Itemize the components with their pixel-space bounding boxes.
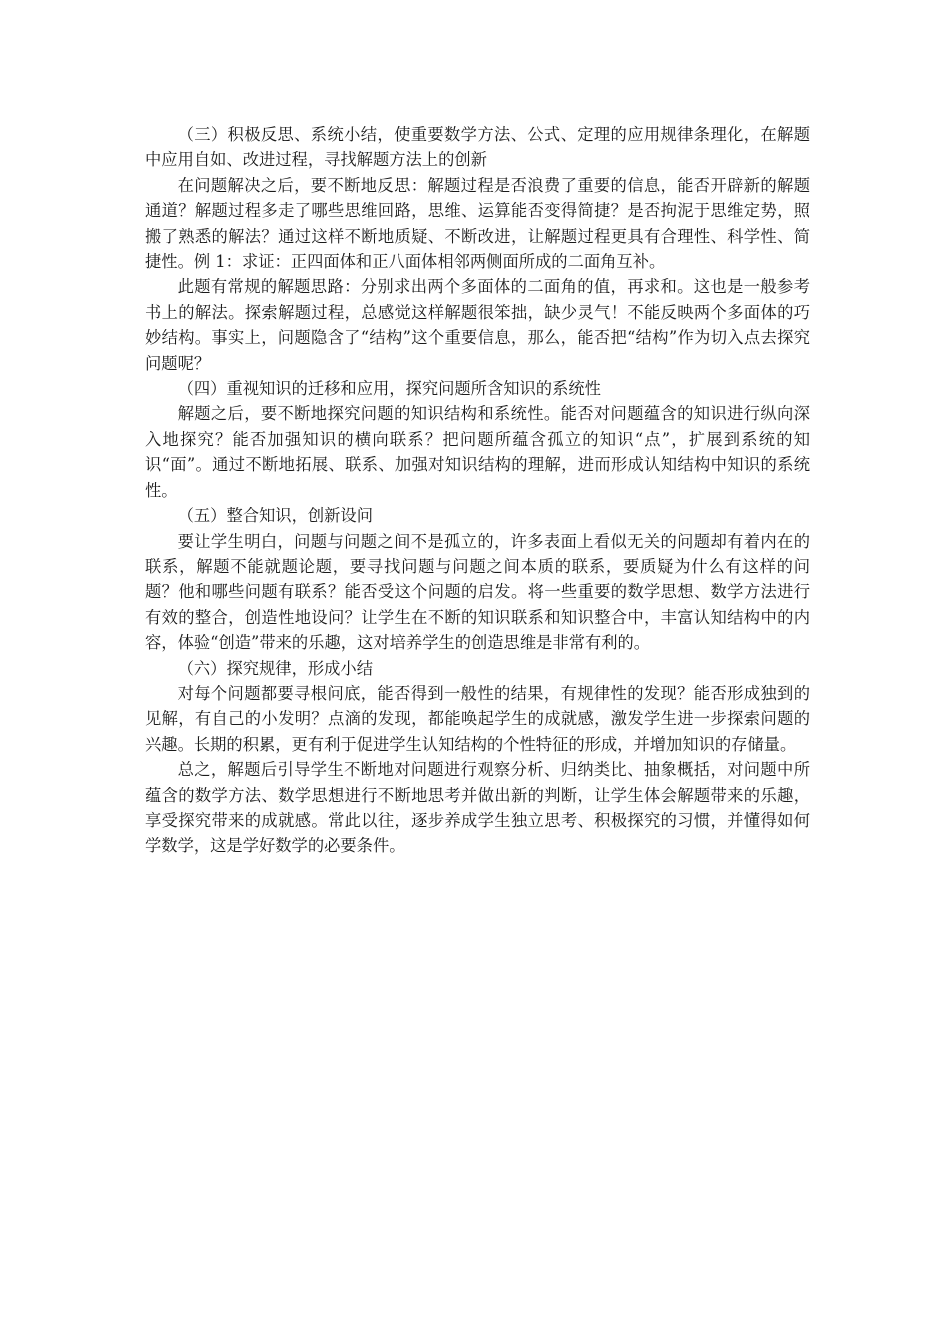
section-heading-4: （四）重视知识的迁移和应用，探究问题所含知识的系统性 [177,379,601,399]
paragraph-example-analysis: 此题有常规的解题思路：分别求出两个多面体的二面角的值，再求和。这也是一般参考书上的解法。探索解题过程，总感觉这样解题很笨拙，缺少灵气！不能反映两个多面体的巧妙结构。事实上，问题隐含了“结构”这个重要信息，那么，能否把“结构”作为切入点去探究问题呢？ [145,277,810,373]
paragraph-patterns: 对每个问题都要寻根问底，能否得到一般性的结果，有规律性的发现？能否形成独到的见解，有自己的小发明？点滴的发现，都能唤起学生的成就感，激发学生进一步探索问题的兴趣。长期的积累，更有利于促进学生认知结构的个性特征的形成，并增加知识的存储量。 [145,683,810,754]
document-body [145,122,810,859]
section-heading-6: （六）探究规律，形成小结 [177,658,373,678]
paragraph-conclusion: 总之，解题后引导学生不断地对问题进行观察分析、归纳类比、抽象概括，对问题中所蕴含的数学方法、数学思想进行不断地思考并做出新的判断，让学生体会解题带来的乐趣，享受探究带来的成就感。常此以往，逐步养成学生独立思考、积极探究的习惯，并懂得如何学数学，这是学好数学的必要条件。 [145,760,810,856]
paragraph-reflection: 在问题解决之后，要不断地反思：解题过程是否浪费了重要的信息，能否开辟新的解题通道？解题过程多走了哪些思维回路，思维、运算能否变得简捷？是否拘泥于思维定势，照搬了熟悉的解法？通过这样不断地质疑、不断改进，让解题过程更具有合理性、科学性、简捷性。例 1：求证：正四面体和正八面体相邻两侧面所成的二面角互补。 [145,175,810,272]
paragraph-knowledge-structure: 解题之后，要不断地探究问题的知识结构和系统性。能否对问题蕴含的知识进行纵向深入地探究？能否加强知识的横向联系？把问题所蕴含孤立的知识“点”，扩展到系统的知识“面”。通过不断地拓展、联系、加强对知识结构的理解，进而形成认知结构中知识的系统性。 [145,404,810,500]
paragraph-integration: 要让学生明白，问题与问题之间不是孤立的，许多表面上看似无关的问题却有着内在的联系，解题不能就题论题，要寻找问题与问题之间本质的联系，要质疑为什么有这样的问题？他和哪些问题有联系？能否受这个问题的启发。将一些重要的数学思想、数学方法进行有效的整合，创造性地设问？让学生在不断的知识联系和知识整合中，丰富认知结构中的内容，体验“创造”带来的乐趣，这对培养学生的创造思维是非常有利的。 [145,531,810,653]
section-heading-3: （三）积极反思、系统小结，使重要数学方法、公式、定理的应用规律条理化，在解题中应用自如、改进过程，寻找解题方法上的创新 [145,125,810,170]
section-heading-5: （五）整合知识，创新设问 [177,506,373,526]
